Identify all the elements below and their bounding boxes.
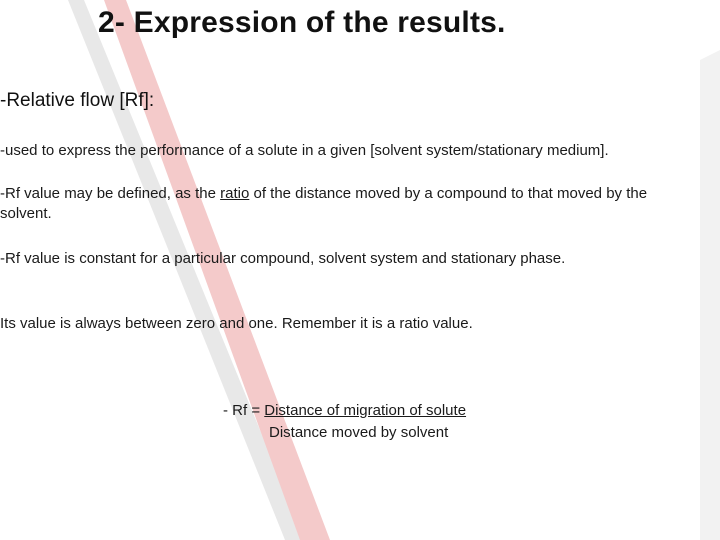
- bullet-range: Its value is always between zero and one. Remember it is a ratio value.: [0, 315, 473, 332]
- formula-numerator-line: [223, 400, 523, 422]
- ratio-emphasis: ratio: [220, 185, 250, 202]
- formula-numerator: Distance of migration of solute: [264, 402, 467, 419]
- formula-prefix: - Rf =: [223, 402, 265, 419]
- formula-denominator: Distance moved by solvent: [269, 424, 449, 441]
- definition-text-start: -Rf value may be defined, as the: [0, 185, 221, 202]
- slide-title: 2- Expression of the results.: [98, 6, 506, 39]
- section-subtitle: -Relative flow [Rf]:: [0, 90, 155, 111]
- bullet-definition: [0, 184, 700, 224]
- bullet-usage: -used to express the performance of a solute in a given [solvent system/stationary medium].: [0, 142, 609, 159]
- definition-text-end: of the distance moved by a compound to that moved by the solvent.: [0, 185, 648, 222]
- bullet-constant: -Rf value is constant for a particular compound, solvent system and stationary phase.: [0, 250, 566, 267]
- rf-formula: [223, 400, 523, 444]
